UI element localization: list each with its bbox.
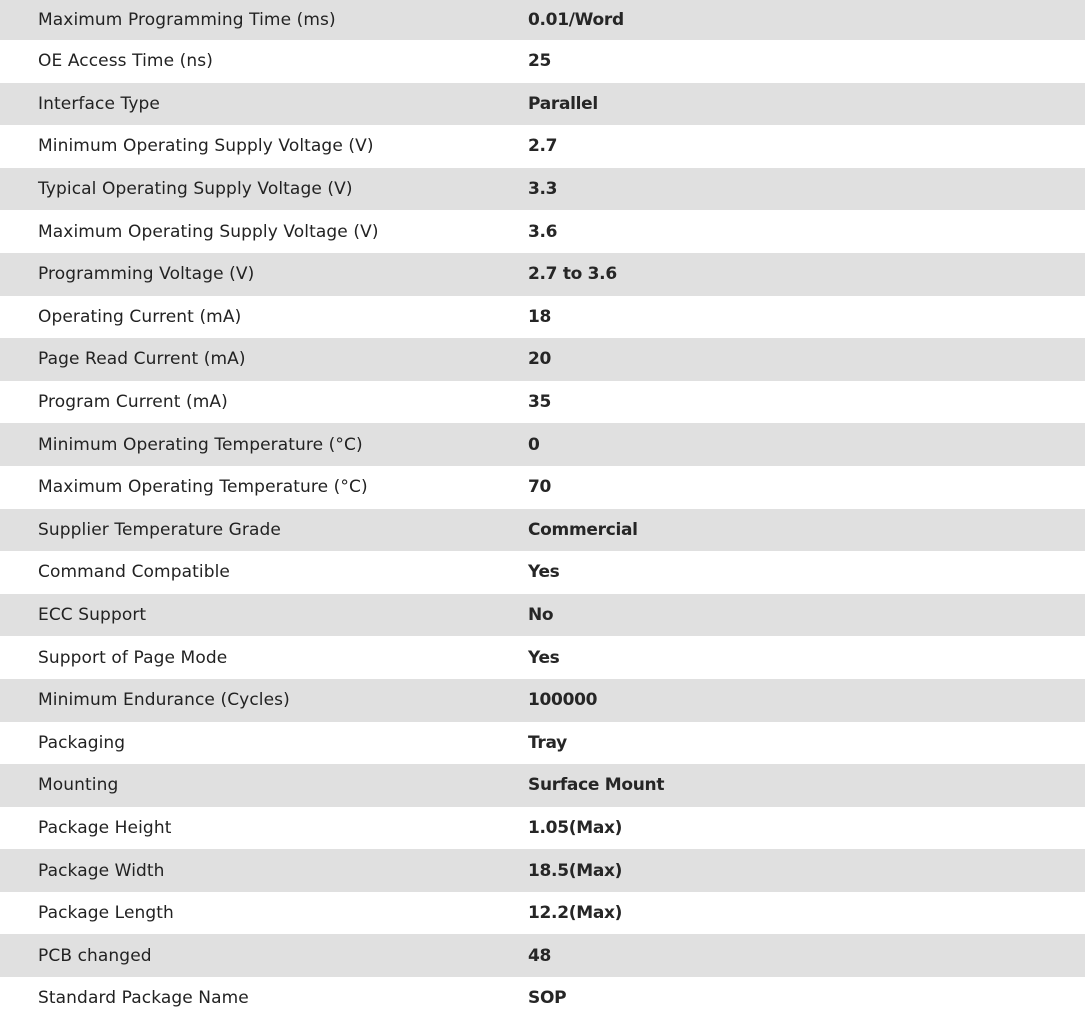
spec-value: Tray — [528, 732, 567, 753]
spec-label: ECC Support — [38, 605, 147, 626]
spec-row — [0, 168, 1085, 211]
spec-row — [0, 381, 1085, 424]
spec-label: Page Read Current (mA) — [38, 349, 246, 370]
spec-row — [0, 892, 1085, 935]
spec-value: Parallel — [528, 93, 598, 114]
spec-row — [0, 764, 1085, 807]
spec-row — [0, 296, 1085, 339]
spec-row — [0, 977, 1085, 1020]
spec-row — [0, 0, 1085, 40]
spec-label: Support of Page Mode — [38, 647, 228, 668]
spec-row — [0, 210, 1085, 253]
spec-label: OE Access Time (ns) — [38, 51, 213, 72]
spec-label: Interface Type — [38, 93, 160, 114]
spec-value: 3.3 — [528, 179, 558, 200]
spec-value: 3.6 — [528, 221, 558, 242]
spec-value: Surface Mount — [528, 775, 665, 796]
spec-value: Yes — [528, 562, 560, 583]
spec-label: Minimum Operating Temperature (°C) — [38, 434, 363, 455]
spec-value: 20 — [528, 349, 552, 370]
spec-value: 18.5(Max) — [528, 860, 623, 881]
spec-label: Command Compatible — [38, 562, 230, 583]
spec-label: Mounting — [38, 775, 119, 796]
spec-label: Package Length — [38, 903, 174, 924]
spec-value: 0.01/Word — [528, 10, 624, 30]
spec-label: Packaging — [38, 732, 126, 753]
spec-row — [0, 40, 1085, 83]
spec-row — [0, 934, 1085, 977]
spec-label: Package Height — [38, 817, 172, 838]
spec-row — [0, 466, 1085, 509]
spec-row — [0, 722, 1085, 765]
spec-row — [0, 423, 1085, 466]
spec-label: Programming Voltage (V) — [38, 264, 255, 285]
spec-label: Package Width — [38, 860, 165, 881]
spec-value: SOP — [528, 988, 567, 1009]
spec-label: Maximum Programming Time (ms) — [38, 10, 336, 30]
spec-value: 100000 — [528, 690, 598, 711]
spec-value: No — [528, 605, 554, 626]
spec-label: Supplier Temperature Grade — [38, 519, 281, 540]
spec-row — [0, 125, 1085, 168]
spec-label: Minimum Operating Supply Voltage (V) — [38, 136, 374, 157]
spec-row — [0, 83, 1085, 126]
spec-row — [0, 636, 1085, 679]
spec-label: Minimum Endurance (Cycles) — [38, 690, 290, 711]
spec-row — [0, 509, 1085, 552]
spec-row — [0, 807, 1085, 850]
spec-label: Program Current (mA) — [38, 392, 228, 413]
spec-row — [0, 338, 1085, 381]
spec-value: 70 — [528, 477, 552, 498]
spec-value: 2.7 — [528, 136, 558, 157]
spec-value: 2.7 to 3.6 — [528, 264, 617, 285]
spec-value: Yes — [528, 647, 560, 668]
spec-label: Standard Package Name — [38, 988, 249, 1009]
spec-value: 18 — [528, 306, 552, 327]
spec-label: Maximum Operating Temperature (°C) — [38, 477, 368, 498]
spec-value: 35 — [528, 392, 552, 413]
spec-label: Typical Operating Supply Voltage (V) — [38, 179, 353, 200]
spec-row — [0, 679, 1085, 722]
spec-label: Operating Current (mA) — [38, 306, 242, 327]
spec-value: 48 — [528, 945, 552, 966]
spec-row — [0, 551, 1085, 594]
spec-row — [0, 253, 1085, 296]
spec-row — [0, 594, 1085, 637]
spec-value: 12.2(Max) — [528, 903, 623, 924]
spec-label: PCB changed — [38, 945, 152, 966]
spec-label: Maximum Operating Supply Voltage (V) — [38, 221, 379, 242]
spec-row — [0, 849, 1085, 892]
spec-value: 0 — [528, 434, 540, 455]
spec-value: Commercial — [528, 519, 638, 540]
spec-value: 25 — [528, 51, 552, 72]
spec-value: 1.05(Max) — [528, 817, 623, 838]
